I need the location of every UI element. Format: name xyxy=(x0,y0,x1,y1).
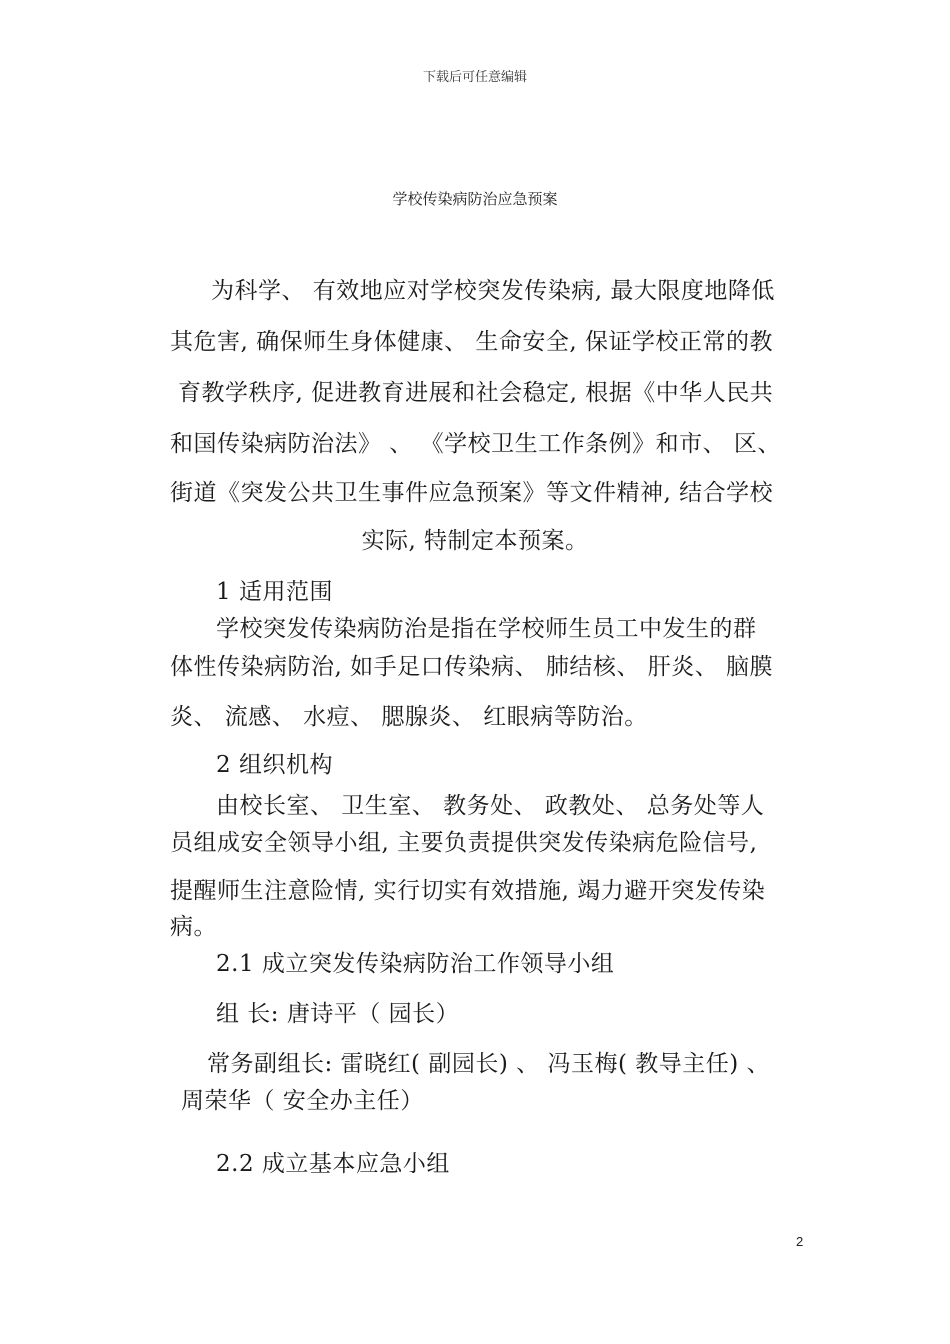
section-2-1-heading: 2.1 成立突发传染病防治工作领导小组 xyxy=(216,951,615,977)
intro-line-5: 街道《突发公共卫生事件应急预案》等文件精神, 结合学校 xyxy=(170,480,774,506)
section-1-heading: 1 适用范围 xyxy=(216,579,333,605)
section-2-heading: 2 组织机构 xyxy=(216,752,333,778)
intro-line-1: 为科学、 有效地应对学校突发传染病, 最大限度地降低 xyxy=(211,278,775,304)
section-2-line-4: 病。 xyxy=(170,914,217,940)
section-1-line-3: 炎、 流感、 水痘、 腮腺炎、 红眼病等防治。 xyxy=(170,704,648,730)
section-2-line-3: 提醒师生注意险情, 实行切实有效措施, 竭力避开突发传染 xyxy=(170,878,766,904)
section-2-line-1: 由校长室、 卫生室、 教务处、 政教处、 总务处等人 xyxy=(216,793,765,819)
page-header: 下载后可任意编辑 xyxy=(422,70,527,85)
deputy-leader-line-2: 周荣华（ 安全办主任） xyxy=(181,1088,424,1114)
intro-line-4: 和国传染病防治法》 、 《学校卫生工作条例》和市、 区、 xyxy=(170,431,781,457)
page-number: 2 xyxy=(796,1234,804,1249)
section-2-line-2: 员组成安全领导小组, 主要负责提供突发传染病危险信号, xyxy=(170,830,758,856)
section-1-line-2: 体性传染病防治, 如手足口传染病、 肺结核、 肝炎、 脑膜 xyxy=(170,654,774,680)
deputy-leader-line-1: 常务副组长: 雷晓红( 副园长) 、 冯玉梅( 教导主任) 、 xyxy=(207,1051,771,1077)
intro-line-6: 实际, 特制定本预案。 xyxy=(361,528,589,554)
intro-line-3: 育教学秩序, 促进教育进展和社会稳定, 根据《中华人民共 xyxy=(178,380,774,406)
intro-line-2: 其危害, 确保师生身体健康、 生命安全, 保证学校正常的教 xyxy=(170,329,774,355)
section-1-line-1: 学校突发传染病防治是指在学校师生员工中发生的群 xyxy=(216,616,757,642)
group-leader-line: 组 长: 唐诗平（ 园长） xyxy=(216,1001,460,1027)
document-title: 学校传染病防治应急预案 xyxy=(392,190,558,208)
section-2-2-heading: 2.2 成立基本应急小组 xyxy=(216,1151,450,1177)
